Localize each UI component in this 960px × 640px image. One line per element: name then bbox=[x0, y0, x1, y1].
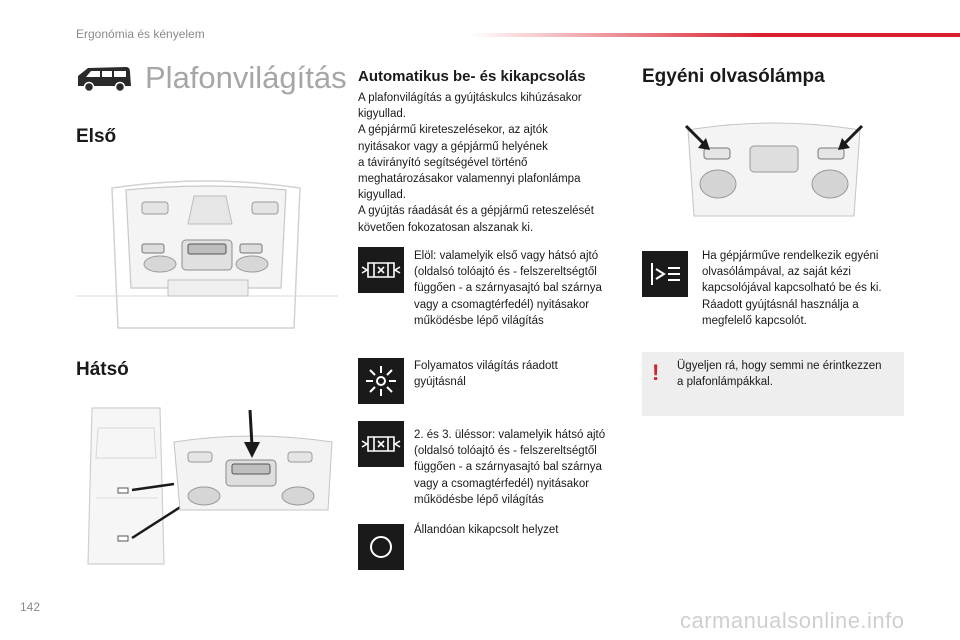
off-circle-icon bbox=[358, 524, 404, 570]
front-heading: Első bbox=[76, 126, 117, 147]
auto-paragraph: A plafonvilágítás a gyújtáskulcs kihúzásakor kigyullad. A gépjármű kireteszelésekor, az ajtók nyitásakor vagy a gépjármű helyének a távirányító segítségével történő meghatározásakor valamennyi plafonlámpa kigyullad. A gyújtás ráadását és a gépjármű reteszelését követően fokozatosan alszanak ki. bbox=[358, 92, 594, 234]
van-icon bbox=[74, 62, 134, 94]
door-light-icon bbox=[358, 421, 404, 467]
mode-continuous-text: Folyamatos világítás ráadott gyújtásnál bbox=[414, 360, 558, 389]
warning-icon: ! bbox=[652, 360, 660, 385]
reading-heading: Egyéni olvasólámpa bbox=[642, 66, 825, 87]
header-accent-line bbox=[470, 33, 960, 37]
front-ceiling-light-illustration bbox=[76, 168, 338, 338]
auto-heading: Automatikus be- és kikapcsolás bbox=[358, 68, 586, 85]
mode-off-text: Állandóan kikapcsolt helyzet bbox=[414, 524, 559, 536]
rear-ceiling-light-illustration bbox=[76, 398, 338, 568]
warning-text: Ügyeljen rá, hogy semmi ne érintkezzen a plafonlámpákkal. bbox=[677, 360, 882, 389]
reading-paragraph: Ha gépjárműve rendelkezik egyéni olvasólámpával, az saját kézi kapcsolójával kapcsolható be és ki. Ráadott gyújtásnál használja a megfelelő kapcsolót. bbox=[702, 250, 882, 327]
rear-heading: Hátsó bbox=[76, 359, 129, 380]
mode-door-rear-text: 2. és 3. üléssor: valamelyik hátsó ajtó (oldalsó tolóajtó és - felszereltségtől függően - a szárnyasajtó bal szárnya vagy a csomagtérfedél) nyitásakor működésbe lépő világítás bbox=[414, 429, 606, 506]
reading-lamp-icon bbox=[642, 251, 688, 297]
mode-door-front-text: Elöl: valamelyik első vagy hátsó ajtó (oldalsó tolóajtó és - felszereltségtől függően - a szárnyasajtó bal szárnya vagy a csomagtérfedél) nyitásakor működésbe lépő világítás bbox=[414, 250, 602, 327]
sun-light-icon bbox=[358, 358, 404, 404]
section-header: Ergonómia és kényelem bbox=[76, 27, 205, 41]
reading-lamp-illustration bbox=[676, 112, 872, 224]
page-number: 142 bbox=[20, 600, 41, 614]
watermark: carmanualsonline.info bbox=[680, 608, 905, 633]
page-title: Plafonvilágítás bbox=[145, 60, 347, 95]
door-light-icon bbox=[358, 247, 404, 293]
